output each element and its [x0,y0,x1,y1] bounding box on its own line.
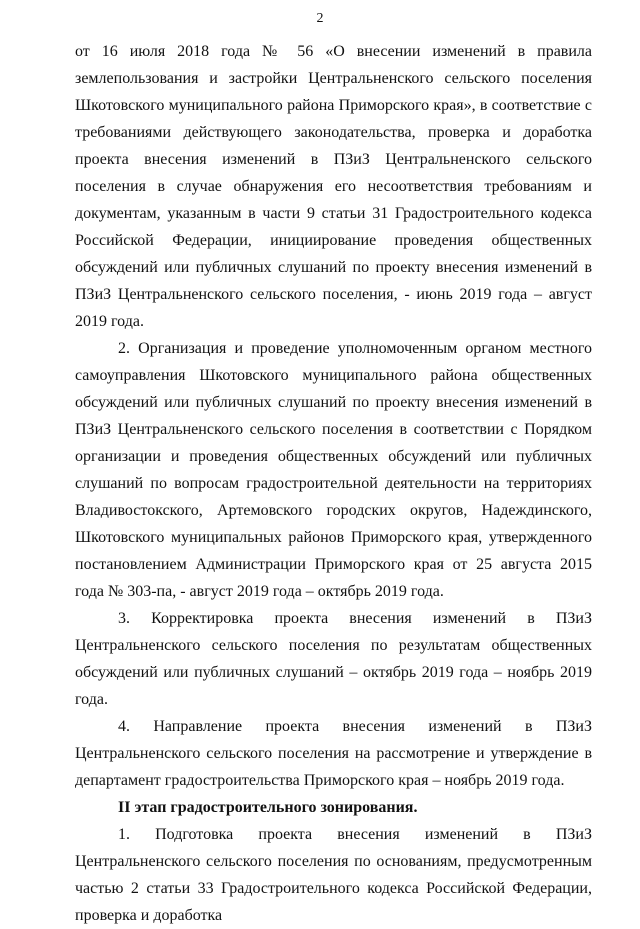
document-body [75,38,592,929]
paragraph-stage2-item-1: 1. Подготовка проекта внесения изменений в ПЗиЗ Центральненского сельского поселения по основаниям, предусмотренным частью 2 статьи 33 Градостроительного кодекса Российской Федерации, проверка и доработка [75,826,592,924]
page-number: 2 [316,11,324,26]
paragraph-item-4: 4. Направление проекта внесения изменений в ПЗиЗ Центральненского сельского поселения на рассмотрение и утверждение в департамент градостроительства Приморского края – ноябрь 2019 года. [75,718,592,789]
paragraph-item-3: 3. Корректировка проекта внесения изменений в ПЗиЗ Центральненского сельского поселения по результатам общественных обсуждений или публичных слушаний – октябрь 2019 года – ноябрь 2019 года. [75,610,592,708]
section-heading: II этап градостроительного зонирования. [118,799,418,816]
paragraph-continuation: от 16 июля 2018 года № 56 «О внесении изменений в правила землепользования и застройки Центральненского сельского поселения Шкотовского муниципального района Приморского края», в соответствие с требованиями действующего законодательства, проверка и доработка проекта внесения изменений в ПЗиЗ Центральненского сельского поселения в случае обнаружения его несоответствия требованиям и документам, указанным в части 9 статьи 31 Градостроительного кодекса Российской Федерации, инициирование проведения общественных обсуждений или публичных слушаний по проекту внесения изменений в ПЗиЗ Центральненского сельского поселения, - июнь 2019 года – август 2019 года. [75,43,592,330]
paragraph-item-2: 2. Организация и проведение уполномоченным органом местного самоуправления Шкотовского муниципального района общественных обсуждений или публичных слушаний по проекту внесения изменений в ПЗиЗ Центральненского сельского поселения в соответствии с Порядком организации и проведения общественных обсуждений или публичных слушаний по вопросам градостроительной деятельности на территориях Владивостокского, Артемовского городских округов, Надеждинского, Шкотовского муниципальных районов Приморского края, утвержденного постановлением Администрации Приморского края от 25 августа 2015 года № 303-па, - август 2019 года – октябрь 2019 года. [75,340,592,600]
